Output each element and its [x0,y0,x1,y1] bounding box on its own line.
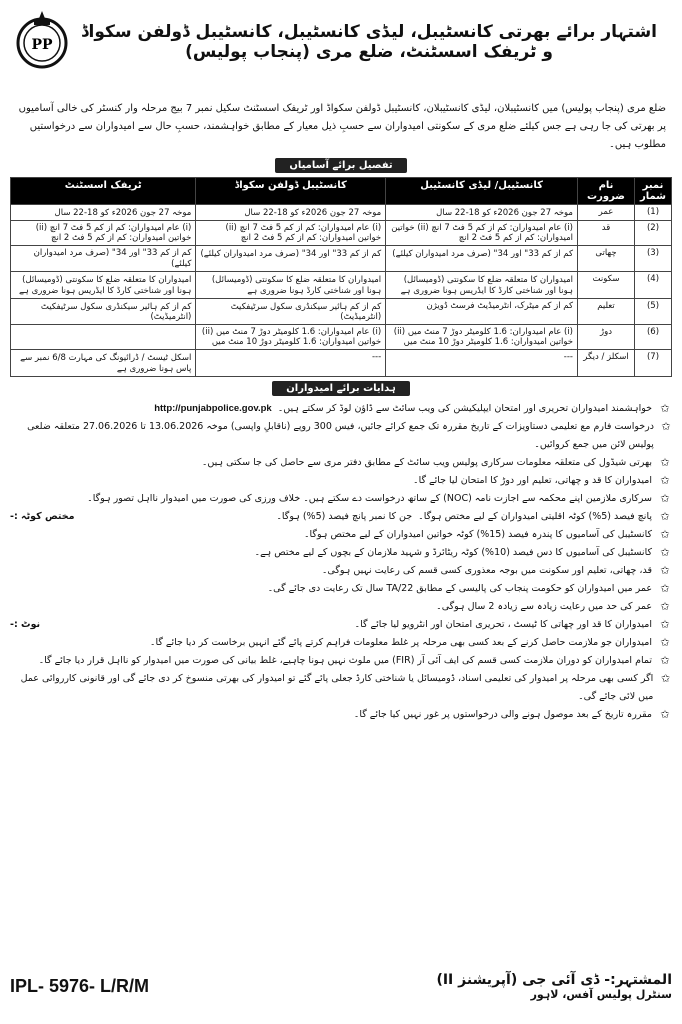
table-row [11,299,672,325]
star-icon: ✩ [660,582,670,595]
row-requirement: دوڑ [578,325,635,350]
issuer-block [436,972,672,1001]
instruction-text: تمام امیدواران کو دوران ملازمت کسی قسم کی ایف آئی آر (FIR) میں ملوث نہیں ہونا چاہیے، غلط بیانی کی صورت میں امیدوار کو نااہل قرار دیا جائے گا۔ [38,655,652,666]
cell-dolphin: کم از کم 33" اور 34" (صرف مرد امیدواران کیلئے) [196,246,386,272]
row-requirement: اسکلز / دیگر [578,350,635,377]
side-label: مختص کوٹہ :- [10,511,75,522]
instructions-section-header: ہدایات برائے امیدواران [10,381,672,396]
instruction-text: کانسٹیبل کی آسامیوں کا پندرہ فیصد (15%) کوٹہ خواتین امیدواران کے لیے مختص ہوگا۔ [303,529,652,540]
cell-traffic: موخہ 27 جون 2026ء کو 18-22 سال [11,205,196,221]
cell-traffic: اسکل ٹیسٹ / ڈرائیونگ کی مہارت 6/8 نمبر سے پاس ہونا ضروری ہے [11,350,196,377]
star-icon: ✩ [660,636,670,649]
cell-traffic: امیدواران کا متعلقہ ضلع کا سکونتی (ڈومیسائل) ہونا اور شناختی کارڈ کا ایڈریس ہونا ضروری ہے [11,272,196,299]
cell-traffic: کم از کم ہائیر سیکنڈری سکول سرٹیفکیٹ (انٹرمیڈیٹ) [11,299,196,325]
instruction-item [10,652,672,670]
star-icon: ✩ [660,564,670,577]
instruction-item [10,400,672,418]
cell-constable: امیدواران کا متعلقہ ضلع کا سکونتی (ڈومیسائل) ہونا اور شناختی کارڈ کا ایڈریس ہونا ضروری ہے [386,272,578,299]
row-number: (7) [635,350,672,377]
cell-dolphin: (i) عام امیدواران: 1.6 کلومیٹر دوڑ 7 منٹ میں (ii) خواتین امیدواران: 1.6 کلومیٹر دوڑ 10 منٹ میں [196,325,386,350]
star-icon: ✩ [661,672,671,685]
star-icon: ✩ [660,528,670,541]
posts-section-header: تفصیل برائے آسامیاں [10,158,672,173]
table-row [11,272,672,299]
instruction-item [10,562,672,580]
row-number: (1) [635,205,672,221]
instruction-text: عمر کی حد میں رعایت زیادہ سے زیادہ 2 سال ہوگی۔ [436,601,652,612]
star-icon: ✩ [660,474,670,487]
instruction-item [10,598,672,616]
row-requirement: قد [578,221,635,246]
instruction-item [10,634,672,652]
star-icon: ✩ [660,600,670,613]
row-requirement: تعلیم [578,299,635,325]
instruction-text: درخواست فارم مع تعلیمی دستاویزات کے تاریخ مقررہ تک جمع کرائے جائیں، فیس 300 روپے (ناقابلِ واپسی) موخہ 13.06.2026 تا 27.06.2026 متعلقہ ضلعی پولیس لائن میں جمع کروائیں۔ [27,421,654,450]
instruction-text: امیدواران کا قد و چھاتی، تعلیم اور دوڑ کا امتحان لیا جائے گا۔ [413,475,652,486]
instruction-note: جن کا نمبر پانچ فیصد (5%) ہوگا۔ [276,511,413,522]
instructions-list [10,400,672,724]
table-header-traffic: ٹریفک اسسٹنٹ [11,178,196,205]
footer [10,954,672,1018]
posts-table [10,177,672,377]
row-number: (5) [635,299,672,325]
instruction-text: خواہشمند امیدواران تحریری اور امتحان ایپلیکیشن کی ویب سائٹ سے ڈاؤن لوڈ کر سکتے ہیں۔ [277,403,652,414]
website-link[interactable]: http://punjabpolice.gov.pk [154,403,272,414]
row-number: (4) [635,272,672,299]
star-icon: ✩ [660,402,670,415]
cell-dolphin: کم از کم ہائیر سیکنڈری سکول سرٹیفکیٹ (انٹرمیڈیٹ) [196,299,386,325]
instruction-item [10,706,672,724]
cell-constable: موخہ 27 جون 2026ء کو 18-22 سال [386,205,578,221]
punjab-police-logo-icon [10,9,74,73]
instruction-text: سرکاری ملازمین اپنے محکمہ سے اجازت نامہ (NOC) کے ساتھ درخواست دے سکتے ہیں۔ خلاف ورزی کی صورت میں امیدوار نااہل تصور ہوگا۔ [87,493,652,504]
svg-text:PP: PP [31,37,53,53]
instruction-text: قد، چھاتی، تعلیم اور سکونت میں بوجہ معذوری کسی قسم کی رعایت نہیں ہوگی۔ [321,565,652,576]
page-title: اشتہار برائے بھرتی کانسٹیبل، لیڈی کانسٹیبل، کانسٹیبل ڈولفن سکواڈ و ٹریفک اسسٹنٹ، ضلع مری (پنجاب پولیس) [80,21,658,62]
star-icon: ✩ [660,510,670,523]
table-row [11,350,672,377]
instruction-text: اگر کسی بھی مرحلہ پر امیدوار کی تعلیمی اسناد، ڈومیسائل یا شناختی کارڈ جعلی پائے گئے تو امیدوار کی بھرتی منسوخ کر دی جائے گی اور قانونی کارروائی عمل میں لائی جائے گی۔ [20,673,654,702]
row-requirement: چھاتی [578,246,635,272]
instruction-text: کانسٹیبل کی آسامیوں کا دس فیصد (10%) کوٹہ ریٹائرڈ و شہید ملازمان کے بچوں کے لیے مختص ہے۔ [254,547,652,558]
table-header-dolphin: کانسٹیبل ڈولفن سکواڈ [196,178,386,205]
cell-constable: (i) عام امیدواران: کم از کم 5 فٹ 7 انچ (ii) خواتین امیدواران: کم از کم 5 فٹ 2 انچ [386,221,578,246]
cell-constable: کم از کم میٹرک، انٹرمیڈیٹ فرسٹ ڈویژن [386,299,578,325]
instruction-item [10,472,672,490]
star-icon: ✩ [660,492,670,505]
table-row [11,205,672,221]
star-icon: ✩ [661,420,671,433]
intro-paragraph: ضلع مری (پنجاب پولیس) میں کانسٹیبلان، لیڈی کانسٹیبلان، کانسٹیبل ڈولفن سکواڈ اور ٹریفک اسسٹنٹ سکیل نمبر 7 بیج مرحلہ وار کنسٹر کی خالی آسامیوں پر بھرتی کی جا رہی ہے جس کیلئے ضلع مری کے سکونتی امیدواران سے حسبِ ذیل معیار کے مطابق خواہشمند، حسبِ حال سے امیدواران سے درخواستیں مطلوب ہیں۔ [18,103,666,150]
instruction-text: عمر میں امیدواران کو حکومت پنجاب کی پالیسی کے مطابق 22/TA سال تک رعایت دی جائے گی۔ [267,583,652,594]
cell-dolphin: (i) عام امیدواران: کم از کم 5 فٹ 7 انچ (ii) خواتین امیدواران: کم از کم 5 فٹ 2 انچ [196,221,386,246]
instruction-item [10,418,672,454]
table-row [11,221,672,246]
row-requirement: سکونت [578,272,635,299]
table-row [11,325,672,350]
instruction-item [10,580,672,598]
instruction-item [10,544,672,562]
instruction-text: امیدواران جو ملازمت حاصل کرنے کے بعد کسی بھی مرحلہ پر غلط معلومات فراہم کرتے پائے گئے انہیں برخاست کر دیا جائے گا۔ [149,637,652,648]
table-header-requirement: نام ضرورت [578,178,635,205]
row-number: (3) [635,246,672,272]
cell-dolphin: --- [196,350,386,377]
cell-traffic: (i) عام امیدواران: کم از کم 5 فٹ 7 انچ (ii) خواتین امیدواران: کم از کم 5 فٹ 2 انچ [11,221,196,246]
instruction-item [10,490,672,508]
instruction-item [10,670,672,706]
cell-constable: --- [386,350,578,377]
cell-traffic: کم از کم 33" اور 34" (صرف مرد امیدواران کیلئے) [11,246,196,272]
instruction-text: مقررہ تاریخ کے بعد موصول ہونے والی درخواستوں پر غور نہیں کیا جائے گا۔ [353,709,652,720]
side-label: نوٹ :- [10,619,41,630]
instruction-item [10,526,672,544]
ipl-number: IPL- 5976- L/R/M [10,975,150,996]
header [10,6,672,76]
table-header-no: نمبر شمار [635,178,672,205]
row-requirement: عمر [578,205,635,221]
cell-traffic [11,325,196,350]
instruction-item [10,616,672,634]
cell-constable: (i) عام امیدواران: 1.6 کلومیٹر دوڑ 7 منٹ میں (ii) خواتین امیدواران: 1.6 کلومیٹر دوڑ 10 منٹ میں [386,325,578,350]
star-icon: ✩ [660,546,670,559]
star-icon: ✩ [660,456,670,469]
row-number: (2) [635,221,672,246]
table-row [11,246,672,272]
instruction-text: بھرتی شیڈول کی متعلقہ معلومات سرکاری پولیس ویب سائٹ کے مطابق دفتر مری سے حاصل کی جا سکتی ہیں۔ [201,457,652,468]
cell-dolphin: امیدواران کا متعلقہ ضلع کا سکونتی (ڈومیسائل) ہونا اور شناختی کارڈ ہونا ضروری ہے [196,272,386,299]
instruction-item [10,508,672,526]
star-icon: ✩ [660,618,670,631]
issuer-label: المشتہر:- ڈی آئی جی (آپریشنز II) [436,971,672,988]
star-icon: ✩ [660,708,670,721]
issuer-office: سنٹرل پولیس آفس، لاہور [530,987,672,1001]
table-header-constable: کانسٹیبل/ لیڈی کانسٹیبل [386,178,578,205]
cell-constable: کم از کم 33" اور 34" (صرف مرد امیدواران کیلئے) [386,246,578,272]
instruction-item [10,454,672,472]
instruction-text: پانچ فیصد (5%) کوٹہ اقلیتی امیدواران کے لیے مختص ہوگا۔ [418,511,652,522]
row-number: (6) [635,325,672,350]
cell-dolphin: موخہ 27 جون 2026ء کو 18-22 سال [196,205,386,221]
star-icon: ✩ [660,654,670,667]
instruction-text: امیدواران کا قد اور چھاتی کا ٹیسٹ ، تحریری امتحان اور انٹرویو لیا جائے گا۔ [354,619,652,630]
